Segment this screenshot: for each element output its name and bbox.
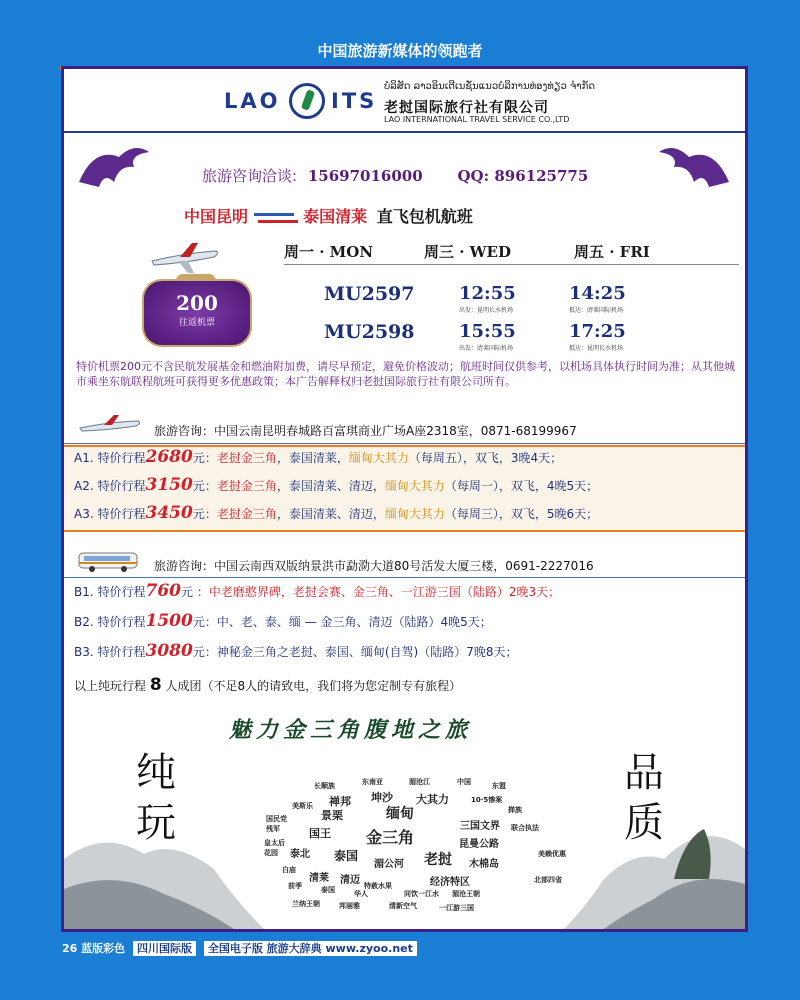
trip-b2-id: B2. 特价行程 (74, 615, 146, 629)
trip-a3-p3: 缅甸大其力 (384, 507, 445, 521)
word-20: 皇太后 (264, 839, 285, 847)
word-2: 湄沧江 (409, 778, 430, 786)
word-9: 掸族 (508, 806, 522, 814)
trip-a2 (74, 475, 598, 495)
trip-a1-p1: 老挝金三角 (216, 451, 277, 465)
word-33: 前季 (288, 882, 302, 890)
trip-b2 (74, 611, 492, 631)
trip-a1-unit: 元： (192, 451, 217, 465)
flight-arr-2: 17:25 (569, 321, 626, 342)
word-24: 湄公河 (374, 859, 404, 870)
word-16: 残军 (266, 825, 280, 833)
word-26: 木棉岛 (469, 859, 499, 870)
trip-b3-price: 3080 (145, 641, 193, 661)
trip-a3-id: A3. 特价行程 (74, 507, 146, 521)
total-num: 8 (149, 675, 162, 695)
contact-row (202, 165, 588, 186)
word-29: 清莱 (309, 873, 329, 884)
side-right-2: 质 (624, 800, 664, 846)
word-11: 缅甸 (386, 806, 414, 822)
trip-b1 (74, 581, 560, 601)
trip-b3 (74, 641, 517, 661)
logo-left: LAO (224, 89, 281, 113)
notice-text: 特价机票200元不含民航发展基金和燃油附加费，请尽早预定，避免价格波动；航班时间仅供参考，以机场具体执行时间为准；从其他城市乘坐东航联程航班可获得更多优惠政策；本广告解释权归老挝国际旅行社有限公司所有。 (76, 360, 735, 388)
trip-b1-id: B1. 特价行程 (74, 585, 146, 599)
word-35: 特赦水果 (364, 882, 392, 890)
trip-a3-p2: ，泰国清莱、清迈， (276, 507, 385, 521)
days-divider (284, 264, 739, 265)
flight-arr-1: 14:25 (569, 283, 626, 304)
word-31: 经济特区 (430, 877, 470, 888)
word-41: 清新空气 (389, 902, 417, 910)
laos-map-logo-icon (289, 83, 325, 119)
header (64, 69, 745, 133)
word-34: 泰国 (321, 886, 335, 894)
dragon-left-icon (74, 137, 154, 192)
total-pre: 以上纯玩行程 (74, 679, 147, 693)
route-type: 直飞包机航班 (376, 207, 473, 226)
footer (62, 940, 417, 956)
word-15: 国民党 (266, 815, 287, 823)
flight-dep-2: 15:55 (459, 321, 516, 342)
word-28: 白庙 (282, 866, 296, 874)
word-6: 坤沙 (371, 791, 393, 804)
trip-a2-p3: 缅甸大其力 (384, 479, 445, 493)
flight-arr-note-1: 抵达：清莱国际机场 (569, 307, 624, 314)
top-banner: 中国旅游新媒体的领跑者 (317, 42, 483, 60)
trip-a3 (74, 503, 598, 523)
total-post: 人成团（不足8人的请致电，我们将为您定制专有旅程） (165, 679, 462, 693)
word-36: 华人 (354, 890, 368, 898)
trip-a3-p1: 老挝金三角 (216, 507, 277, 521)
company-name-cn: 老挝国际旅行社有限公司 (384, 100, 549, 116)
consult-a: 旅游咨询：中国云南昆明春城路百富琪商业广场A座2318室，0871-68199967 (154, 424, 577, 438)
word-7: 大其力 (416, 793, 449, 806)
word-25: 老挝 (424, 852, 452, 868)
footer-page: 26 (62, 942, 78, 955)
trip-a2-unit: 元： (192, 479, 217, 493)
word-13: 三国文界 (460, 821, 500, 832)
trip-b3-id: B3. 特价行程 (74, 645, 146, 659)
word-12: 景栗 (321, 809, 343, 822)
group-size-note (74, 675, 461, 695)
contact-label: 旅游咨询洽谈: (202, 167, 298, 185)
trip-a2-p1: 老挝金三角 (216, 479, 277, 493)
side-left-1: 纯 (136, 750, 176, 796)
word-42: 一江游三国 (439, 904, 474, 912)
trip-a2-id: A2. 特价行程 (74, 479, 146, 493)
badge-text: 往返机票 (178, 318, 215, 328)
consult-b: 旅游咨询：中国云南西双版纳景洪市勐泐大道80号活发大厦三楼，0691-2227016 (154, 559, 594, 573)
badge-price: 200 (176, 291, 218, 315)
contact-qq: QQ: 896125775 (457, 167, 589, 185)
word-1: 东南亚 (362, 778, 383, 786)
side-right-1: 品 (624, 750, 664, 796)
word-18: 金三角 (366, 828, 415, 847)
word-21: 花园 (264, 849, 278, 857)
word-8: 10·5惨案 (471, 796, 503, 804)
word-32: 北部四省 (534, 876, 562, 884)
flight-dep-note-1: 出发：昆明长水机场 (459, 307, 514, 314)
trip-a1-id: A1. 特价行程 (74, 451, 146, 465)
word-30: 清迈 (340, 875, 360, 886)
word-5: 禅邦 (329, 795, 351, 808)
ad-panel (61, 66, 748, 932)
trip-b2-price: 1500 (145, 611, 193, 631)
word-14: 联合执法 (511, 824, 539, 832)
trip-a3-price: 3450 (145, 503, 193, 523)
route-title (184, 204, 473, 227)
flight-code-2: MU2598 (324, 321, 415, 343)
trip-a1-p4: （每周五），双飞，3晚4天； (408, 451, 563, 465)
word-4: 东盟 (492, 782, 506, 790)
side-left-2: 玩 (136, 800, 176, 846)
flight-code-1: MU2597 (324, 283, 415, 305)
word-37: 同饮一江水 (404, 890, 439, 898)
trip-a1 (74, 447, 562, 467)
logo-right: ITS (331, 89, 378, 113)
dragon-right-icon (654, 137, 734, 192)
contact-phone: 15697016000 (307, 167, 423, 185)
trip-b1-text: 中老磨憨界碑，老挝会赛、金三角、一江游三国（陆路）2晚3天； (208, 585, 561, 599)
word-10: 美斯乐 (292, 802, 313, 810)
trip-a1-p3: 缅甸大其力 (348, 451, 409, 465)
two-way-arrow-icon (254, 211, 298, 225)
route-to: 泰国清莱 (303, 207, 368, 226)
trip-a3-unit: 元： (192, 507, 217, 521)
route-from: 中国昆明 (184, 207, 249, 226)
day-fri: 周五 · FRI (574, 243, 650, 261)
bus-icon (78, 551, 140, 573)
company-name-en: LAO INTERNATIONAL TRAVEL SERVICE CO.,LTD (384, 115, 570, 124)
section-b-top-rule (64, 577, 745, 578)
trip-a3-p4: （每周三），双飞，5晚6天； (444, 507, 599, 521)
footer-edition: 四川国际版 (133, 941, 196, 956)
airplane-small-icon (78, 412, 142, 438)
trip-a1-p2: ，泰国清莱， (276, 451, 349, 465)
flight-dep-note-2: 出发：清莱国际机场 (459, 345, 514, 352)
flight-dep-1: 12:55 (459, 283, 516, 304)
word-23: 泰国 (334, 849, 359, 863)
trip-b2-unit: 元： (192, 615, 217, 629)
word-27: 美赖优惠 (538, 850, 566, 858)
section-a-bottom-rule (64, 530, 745, 532)
trip-a2-p2: ，泰国清莱、清迈， (276, 479, 385, 493)
trip-b2-text: 中、老、泰、缅 — 金三角、清迈（陆路）4晚5天； (216, 615, 492, 629)
lao-company-name: ບໍລິສັດ ລາວອິນເຕີເນຊັ່ນແນວບໍລິການທ່ອງທ່ຽວ ຈໍາກັດ (384, 81, 596, 92)
price-badge (142, 279, 252, 347)
word-40: 邦丽雅 (339, 902, 360, 910)
trip-b3-text: 神秘金三角之老挝、泰国、缅甸(自驾)（陆路）7晚8天； (216, 645, 518, 659)
word-22: 泰北 (290, 849, 310, 860)
footer-box: 全国电子版 旅游大辞典 www.zyoo.net (204, 941, 417, 956)
word-19: 昆曼公路 (459, 839, 499, 850)
word-17: 国王 (309, 827, 331, 840)
word-0: 长顺族 (314, 782, 335, 790)
trip-b1-unit: 元 ： (181, 585, 209, 599)
flight-arr-note-2: 抵达：昆明长水机场 (569, 345, 624, 352)
footer-color: 蓝版彩色 (81, 942, 126, 955)
day-wed: 周三 · WED (424, 243, 511, 261)
slogan: 魅力金三角腹地之旅 (229, 717, 473, 743)
trip-b1-price: 760 (145, 581, 181, 601)
trip-a1-price: 2680 (145, 447, 193, 467)
word-38: 湄沧王朝 (452, 890, 480, 898)
trip-b3-unit: 元： (192, 645, 217, 659)
trip-a2-p4: （每周一），双飞，4晚5天； (444, 479, 599, 493)
trip-a2-price: 3150 (145, 475, 193, 495)
day-mon: 周一 · MON (284, 243, 374, 261)
word-3: 中国 (457, 778, 471, 786)
airplane-icon (150, 239, 220, 275)
word-39: 兰纳王朝 (292, 900, 320, 908)
